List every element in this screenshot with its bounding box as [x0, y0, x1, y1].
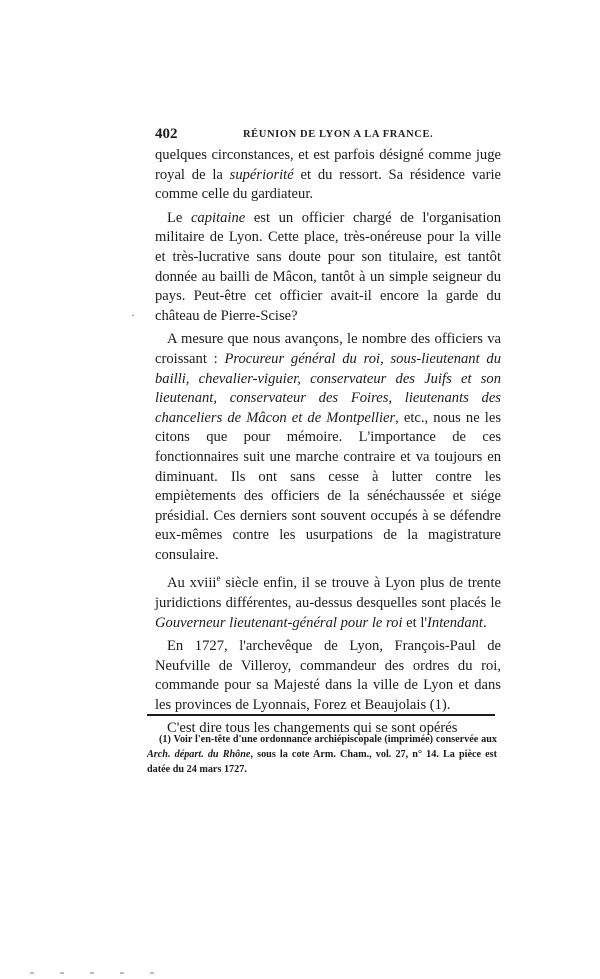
footnote-text [147, 732, 497, 777]
text-span: A mesure que nous avançons, le nombre des officiers va croissant : [155, 331, 501, 367]
text-span: C'est dire tous les changements qui se sont opérés [167, 720, 458, 737]
italic-span: Arch. départ. du Rhône [147, 749, 251, 760]
paragraph [155, 146, 501, 205]
text-span: (1) Voir l'en-tête d'une ordonnance archiépiscopale (imprimée) conservée aux [159, 734, 497, 745]
text-span: quelques circonstances, et est parfois désigné comme juge royal de la [155, 147, 501, 183]
text-span: En 1727, l'archevêque de Lyon, François-Paul de Neufville de Villeroy, commandeur des ordres du roi, commande pour sa Majesté dans la ville de Lyon et dans les provinces de Lyonnais, Forez et Beaujolais (1). [155, 638, 501, 713]
paragraph [155, 569, 501, 633]
text-span: siècle enfin, il se trouve à Lyon plus de trente juridictions différentes, au-dessus desquelles sont placés le [155, 575, 501, 611]
page-number: 402 [155, 126, 178, 142]
italic-span: Intendant [427, 614, 483, 631]
text-span: Le [167, 209, 191, 226]
text-span: , etc., nous ne les citons que pour mémoire. L'importance de ces fonctionnaires suit une marche contraire et va toujours en diminuant. Ils ont sans cesse à lutter contre les empiètements des officiers de la sénéchaussée et siége présidial. Ces derniers sont souvent occupés à se défendre eux-mêmes contre les usurpations de la magistrature consulaire. [155, 409, 501, 563]
superscript: e [216, 573, 221, 584]
text-span: et du ressort. Sa résidence varie comme celle du gardiateur. [155, 166, 501, 203]
page-header [155, 126, 501, 146]
text-span: , sous la cote Arm. Cham., vol. 27, n° 14. La pièce est datée du 24 mars 1727. [147, 749, 498, 775]
text-span: Au xviii [167, 575, 217, 592]
text-span: . [482, 614, 487, 631]
body-text [155, 146, 501, 739]
italic-span: supériorité [229, 166, 294, 183]
text-span: et l' [402, 614, 428, 631]
paragraph [155, 330, 501, 565]
paragraph [155, 637, 501, 715]
scan-edge-marks [30, 961, 230, 965]
stray-mark: · [131, 308, 135, 322]
italic-span: Procureur général du roi, sous-lieutenant du bailli, chevalier-viguier, conservateur des Juifs et son lieutenant, conservateur des Foires, lieutenants des chanceliers de Mâcon et de Montpellier [155, 350, 501, 426]
running-title: RÉUNION DE LYON A LA FRANCE. [243, 129, 434, 140]
italic-span: capitaine [190, 209, 246, 226]
footnote [147, 732, 497, 777]
paragraph [155, 209, 501, 327]
italic-span: Gouverneur lieutenant-général pour le roi [155, 614, 403, 631]
footnote-rule [147, 714, 495, 716]
text-span: est un officier chargé de l'organisation militaire de Lyon. Cette place, très-onéreuse pour la ville et très-lucrative sans doute pour son titulaire, est tantôt donnée au bailli de Mâcon, tantôt à un simple seigneur du pays. Peut-être cet officier avait-il encore la garde du château de Pierre-Scise? [155, 209, 501, 324]
